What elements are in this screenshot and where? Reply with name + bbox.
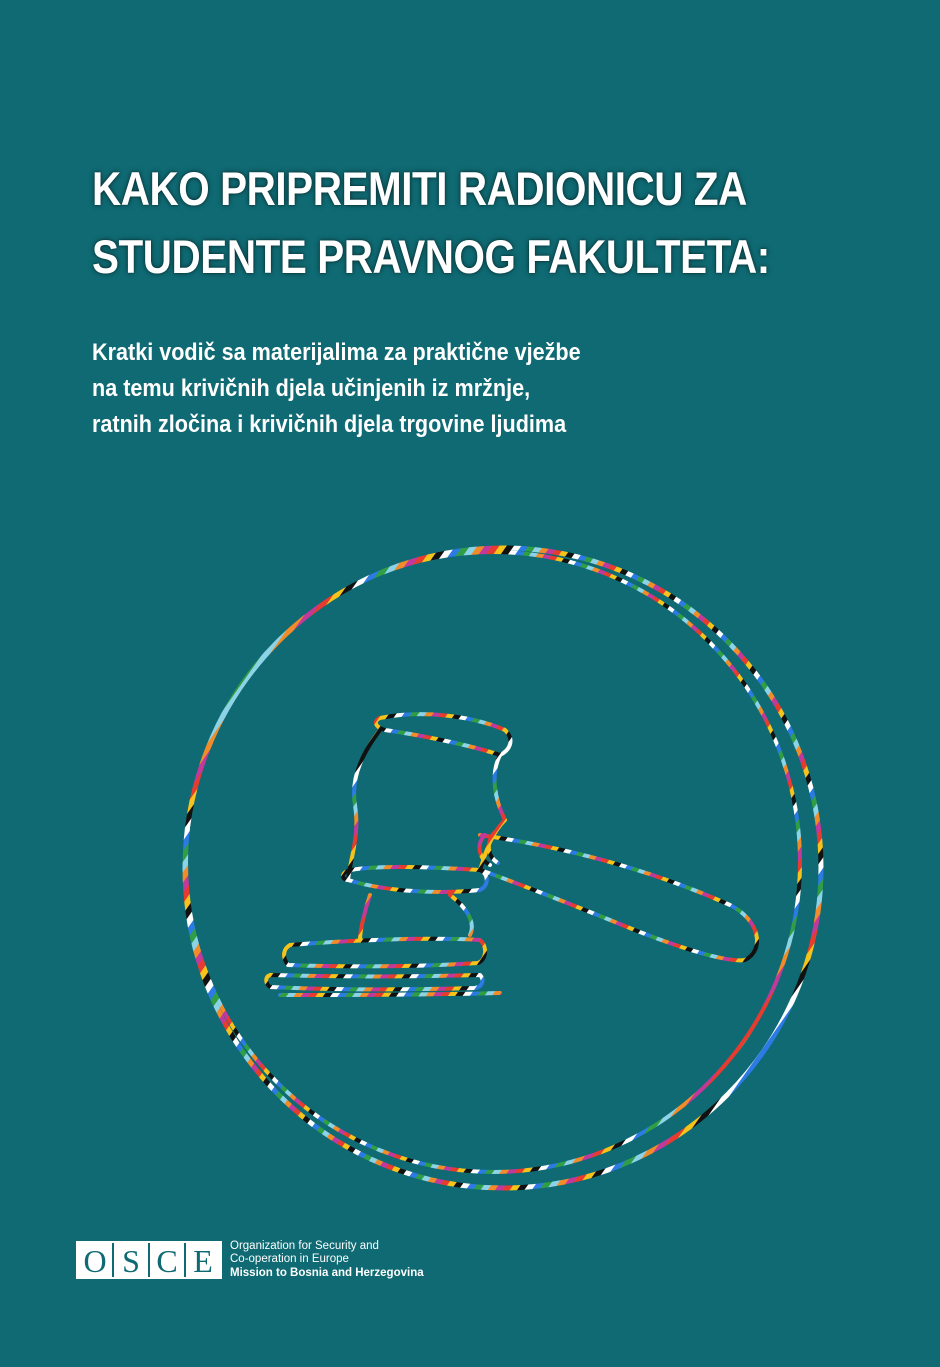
osce-letter-c: C	[150, 1243, 186, 1277]
osce-letter-o: O	[78, 1243, 114, 1277]
title-line-2: STUDENTE PRAVNOG FAKULTETA:	[92, 230, 770, 283]
osce-letter-e: E	[186, 1243, 220, 1277]
org-line-2: Co-operation in Europe	[230, 1253, 349, 1266]
osce-letter-s: S	[114, 1243, 150, 1277]
org-line-1: Organization for Security and	[230, 1239, 379, 1252]
gavel-outline	[266, 714, 757, 995]
subtitle-line-3: ratnih zločina i krivičnih djela trgovine ljudima	[92, 411, 567, 438]
subtitle-line-1: Kratki vodič sa materijalima za praktične vježbe	[92, 339, 581, 366]
cover-subtitle	[92, 335, 776, 443]
osce-wordmark	[76, 1241, 222, 1279]
osce-organization-name	[230, 1240, 424, 1281]
gavel-in-circle-icon	[170, 535, 840, 1195]
title-line-1: KAKO PRIPREMITI RADIONICU ZA	[92, 162, 747, 215]
osce-logo	[76, 1240, 424, 1280]
subtitle-line-2: na temu krivičnih djela učinjenih iz mržnje,	[92, 375, 531, 402]
mission-name: Mission to Bosnia and Herzegovina	[230, 1266, 424, 1279]
outer-ring	[185, 548, 821, 1188]
cover-title	[92, 155, 780, 291]
